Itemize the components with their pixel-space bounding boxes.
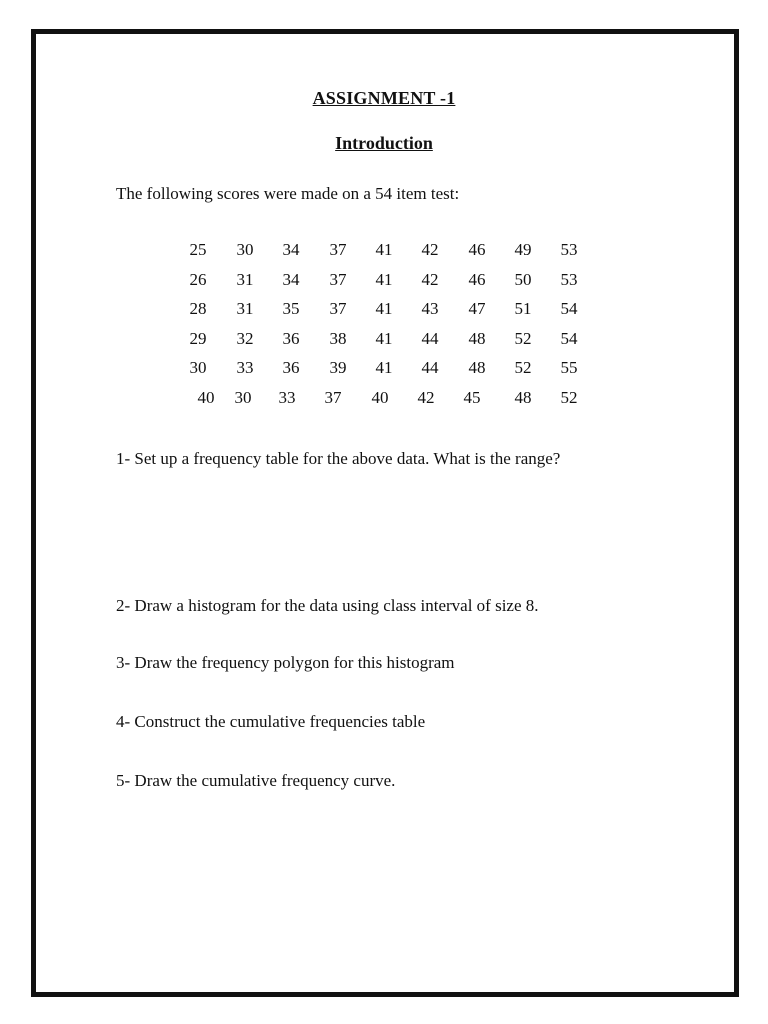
score-value: 50: [514, 270, 532, 289]
score-value: 54: [560, 329, 578, 348]
score-value: 41: [375, 329, 393, 348]
score-value: 31: [236, 299, 254, 318]
score-row: [0, 240, 768, 262]
question-1: 1- Set up a frequency table for the above data. What is the range?: [116, 449, 561, 468]
score-value: 55: [560, 358, 578, 377]
score-value: 52: [514, 329, 532, 348]
score-value: 30: [236, 240, 254, 259]
score-value: 33: [278, 388, 296, 407]
assignment-title: ASSIGNMENT -1: [312, 88, 456, 108]
score-value: 53: [560, 270, 578, 289]
score-value: 40: [371, 388, 389, 407]
score-value: 31: [236, 270, 254, 289]
question-3: 3- Draw the frequency polygon for this histogram: [116, 653, 455, 672]
section-heading: Introduction: [335, 133, 433, 153]
question-5: 5- Draw the cumulative frequency curve.: [116, 771, 396, 790]
score-value: 28: [189, 299, 207, 318]
score-value: 37: [329, 299, 347, 318]
score-value: 51: [514, 299, 532, 318]
score-value: 48: [514, 388, 532, 407]
score-value: 36: [282, 329, 300, 348]
score-value: 34: [282, 270, 300, 289]
score-value: 33: [236, 358, 254, 377]
score-row: [0, 388, 768, 410]
question-4: 4- Construct the cumulative frequencies table: [116, 712, 426, 731]
question-2: 2- Draw a histogram for the data using class interval of size 8.: [116, 596, 539, 615]
score-value: 44: [421, 329, 439, 348]
score-value: 30: [234, 388, 252, 407]
score-value: 44: [421, 358, 439, 377]
score-row: [0, 270, 768, 292]
score-value: 38: [329, 329, 347, 348]
score-value: 52: [560, 388, 578, 407]
score-value: 48: [468, 358, 486, 377]
score-value: 37: [329, 270, 347, 289]
score-value: 41: [375, 299, 393, 318]
score-value: 46: [468, 270, 486, 289]
score-value: 45: [463, 388, 481, 407]
score-value: 42: [417, 388, 435, 407]
score-value: 41: [375, 240, 393, 259]
score-value: 32: [236, 329, 254, 348]
score-value: 26: [189, 270, 207, 289]
score-value: 36: [282, 358, 300, 377]
score-value: 48: [468, 329, 486, 348]
score-value: 37: [329, 240, 347, 259]
score-value: 30: [189, 358, 207, 377]
score-value: 25: [189, 240, 207, 259]
score-value: 37: [324, 388, 342, 407]
score-value: 49: [514, 240, 532, 259]
score-row: [0, 299, 768, 321]
score-value: 29: [189, 329, 207, 348]
score-value: 54: [560, 299, 578, 318]
score-value: 53: [560, 240, 578, 259]
score-value: 47: [468, 299, 486, 318]
score-row: [0, 329, 768, 351]
intro-text: The following scores were made on a 54 item test:: [116, 184, 460, 203]
score-value: 43: [421, 299, 439, 318]
score-value: 52: [514, 358, 532, 377]
score-value: 42: [421, 270, 439, 289]
score-value: 41: [375, 270, 393, 289]
score-row: [0, 358, 768, 380]
score-value: 42: [421, 240, 439, 259]
score-value: 39: [329, 358, 347, 377]
score-value: 41: [375, 358, 393, 377]
score-value: 34: [282, 240, 300, 259]
score-value: 46: [468, 240, 486, 259]
score-value: 35: [282, 299, 300, 318]
score-value: 40: [197, 388, 215, 407]
page-border: [31, 29, 739, 997]
